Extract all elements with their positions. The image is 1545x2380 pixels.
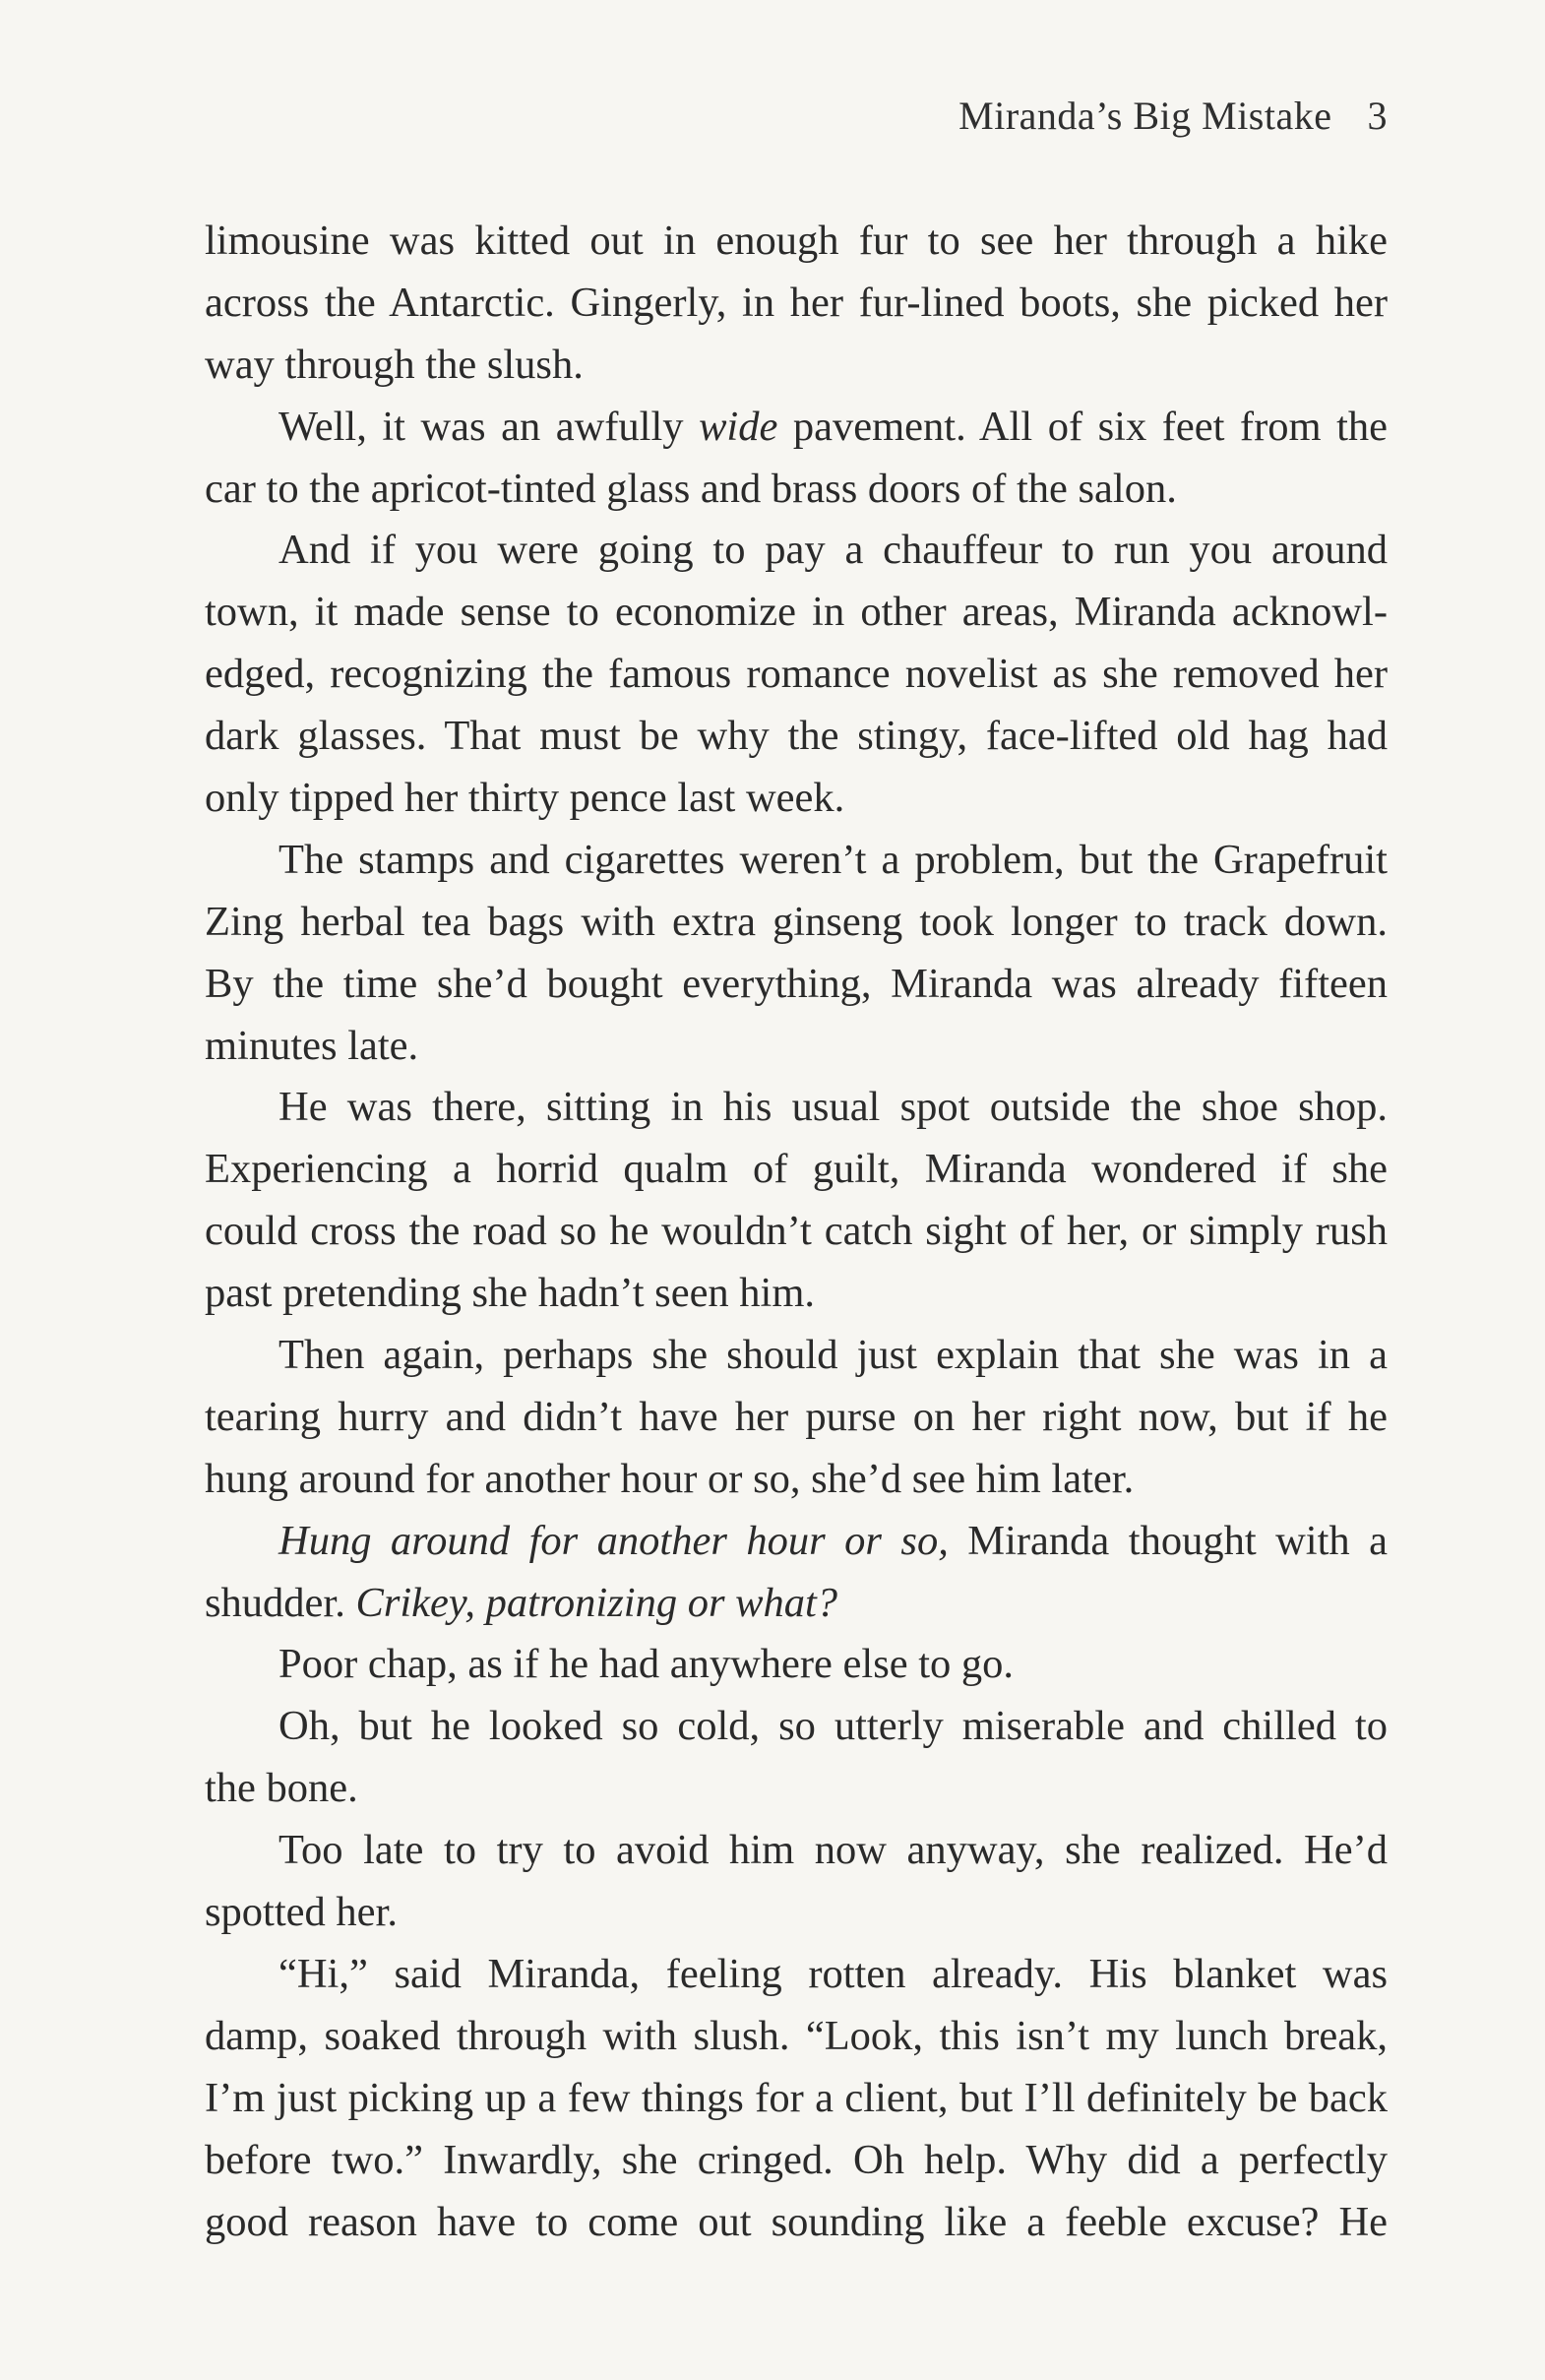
text-segment: edged, recognizing the famous romance novelist as she removed her <box>205 651 1388 698</box>
text-line <box>205 954 1388 1016</box>
text-line <box>205 1944 1388 2006</box>
text-line <box>205 1696 1388 1758</box>
text-line <box>205 1820 1388 1882</box>
text-segment: Too late to try to avoid him now anyway, she realized. He’d <box>278 1827 1388 1874</box>
text-line <box>205 2068 1388 2130</box>
text-segment: limousine was kitted out in enough fur to see her through a hike <box>205 218 1388 264</box>
text-segment: Well, it was an awfully <box>278 403 700 450</box>
text-line <box>205 2006 1388 2068</box>
text-line <box>205 1573 1388 1635</box>
text-segment: only tipped her thirty pence last week. <box>205 775 845 822</box>
text-line <box>205 582 1388 644</box>
text-line <box>205 1449 1388 1511</box>
text-segment: I’m just picking up a few things for a client, but I’ll definitely be back <box>205 2074 1388 2121</box>
text-segment: “Hi,” said Miranda, feeling rotten already. His blanket was <box>278 1950 1388 1997</box>
text-segment: And if you were going to pay a chauffeur to run you around <box>278 527 1388 574</box>
text-segment: pavement. All of six feet from the <box>777 403 1388 450</box>
text-segment: Oh, but he looked so cold, so utterly miserable and chilled to <box>278 1703 1388 1750</box>
text-line <box>205 1882 1388 1944</box>
text-line <box>205 1758 1388 1820</box>
text-line <box>205 397 1388 459</box>
page-number: 3 <box>1367 94 1388 138</box>
text-segment: Zing herbal tea bags with extra ginseng took longer to track down. <box>205 898 1388 945</box>
text-segment: car to the apricot-tinted glass and brass doors of the salon. <box>205 465 1177 512</box>
text-line <box>205 2130 1388 2192</box>
text-segment: Experiencing a horrid qualm of guilt, Miranda wondered if she <box>205 1146 1388 1193</box>
running-title: Miranda’s Big Mistake <box>958 94 1332 138</box>
text-segment: past pretending she hadn’t seen him. <box>205 1270 816 1317</box>
text-line <box>205 1263 1388 1325</box>
text-segment: Poor chap, as if he had anywhere else to go. <box>278 1641 1015 1688</box>
text-segment: could cross the road so he wouldn’t catch sight of her, or simply rush <box>205 1208 1388 1255</box>
text-line <box>205 1139 1388 1201</box>
text-line <box>205 459 1388 521</box>
text-segment: He was there, sitting in his usual spot outside the shoe shop. <box>278 1084 1388 1131</box>
text-line <box>205 1016 1388 1078</box>
text-segment: damp, soaked through with slush. “Look, this isn’t my lunch break, <box>205 2012 1388 2059</box>
text-line <box>205 273 1388 335</box>
text-segment: minutes late. <box>205 1022 419 1069</box>
text-segment: good reason have to come out sounding like a feeble excuse? He <box>205 2198 1388 2245</box>
text-line <box>205 830 1388 892</box>
text-line <box>205 2192 1388 2254</box>
text-segment: shudder. <box>205 1579 356 1626</box>
text-line <box>205 1387 1388 1449</box>
text-line <box>205 1077 1388 1139</box>
running-head <box>958 93 1388 139</box>
text-segment: The stamps and cigarettes weren’t a problem, but the Grapefruit <box>278 836 1388 883</box>
text-segment: Then again, perhaps she should just explain that she was in a <box>278 1332 1388 1379</box>
text-line <box>205 1325 1388 1387</box>
text-line <box>205 1634 1388 1696</box>
italic-text-segment: wide <box>699 403 778 450</box>
text-segment: dark glasses. That must be why the stingy, face-lifted old hag had <box>205 713 1388 760</box>
text-segment: town, it made sense to economize in other areas, Miranda acknowl- <box>205 589 1388 636</box>
text-segment: the bone. <box>205 1765 358 1812</box>
text-segment: hung around for another hour or so, she’d see him later. <box>205 1455 1135 1502</box>
text-segment: tearing hurry and didn’t have her purse on her right now, but if he <box>205 1393 1388 1440</box>
text-segment: Miranda thought with a <box>948 1517 1388 1564</box>
text-line <box>205 211 1388 273</box>
text-line <box>205 768 1388 830</box>
italic-text-segment: Crikey, patronizing or what? <box>355 1579 838 1626</box>
text-segment: across the Antarctic. Gingerly, in her fur-lined boots, she picked her <box>205 279 1388 326</box>
text-segment: way through the slush. <box>205 341 584 388</box>
text-line <box>205 520 1388 582</box>
text-line <box>205 644 1388 706</box>
text-line <box>205 1511 1388 1573</box>
text-segment: spotted her. <box>205 1889 398 1936</box>
text-line <box>205 892 1388 954</box>
text-segment: By the time she’d bought everything, Miranda was already fifteen <box>205 960 1388 1007</box>
text-line <box>205 335 1388 397</box>
body-text <box>205 211 1388 2253</box>
italic-text-segment: Hung around for another hour or so, <box>278 1517 949 1564</box>
text-line <box>205 1201 1388 1263</box>
text-line <box>205 706 1388 768</box>
text-segment: before two.” Inwardly, she cringed. Oh help. Why did a perfectly <box>205 2136 1388 2183</box>
